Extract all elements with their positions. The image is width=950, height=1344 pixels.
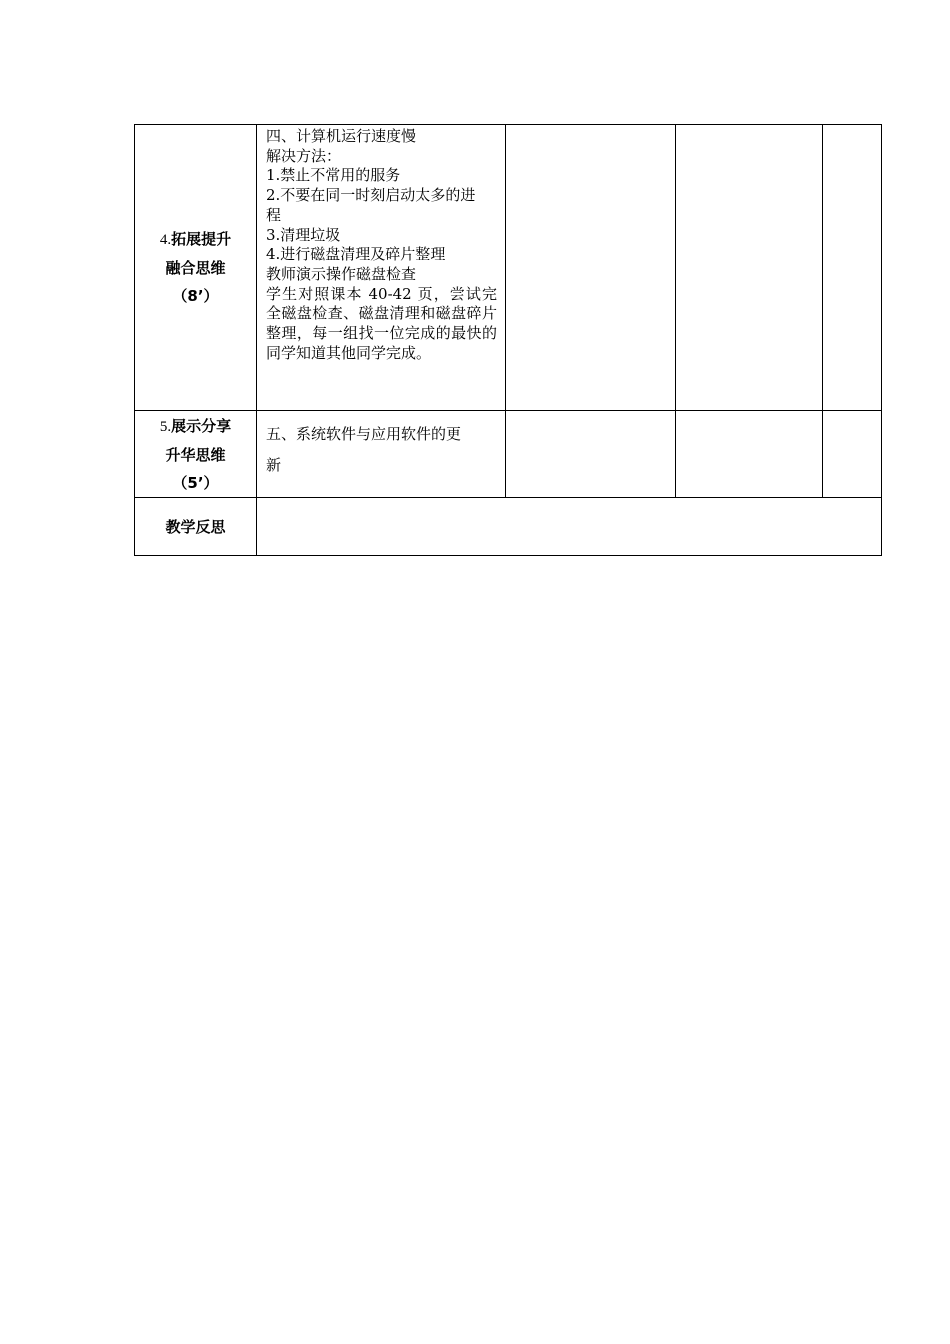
empty-cell [823,411,882,498]
stage-title: 升华思维 [165,445,226,464]
section-heading: 五、系统软件与应用软件的更 [266,425,462,443]
table-row [135,498,882,556]
content-cell [257,125,506,411]
empty-cell [506,411,676,498]
teacher-activity: 教师演示操作磁盘检查 [266,264,417,283]
method-item: 3.清理垃圾 [266,225,341,244]
reflection-value [257,498,882,556]
method-item: 4.进行磁盘清理及碎片整理 [266,245,446,264]
stage-cell [135,411,257,498]
method-label: 解决方法： [266,146,342,165]
stage-number: 4. [159,232,172,248]
student-activity: 学生对照课本 40-42 页，尝试完全磁盘检查、磁盘清理和磁盘碎片整理，每一组找一位完成的最快的同学知道其他同学完成。 [266,284,497,362]
section-heading: 四、计算机运行速度慢 [266,127,417,145]
lesson-plan-table [134,124,882,556]
table-row [135,125,882,411]
stage-time: （8’） [172,287,219,305]
method-item: 程 [266,205,282,224]
empty-cell [823,125,882,411]
empty-cell [506,125,676,411]
method-item: 2.不要在同一时刻启动太多的进 [266,186,476,205]
stage-title: 展示分享 [171,416,232,435]
stage-time: （5’） [172,473,219,492]
stage-title: 融合思维 [165,259,226,277]
stage-cell [135,125,257,411]
content-cell [257,411,506,498]
method-item: 1.禁止不常用的服务 [266,166,401,185]
section-heading: 新 [266,456,282,474]
stage-number: 5. [159,418,172,435]
table-row [135,411,882,498]
stage-title: 拓展提升 [171,230,232,248]
reflection-label: 教学反思 [135,498,257,556]
empty-cell [676,411,823,498]
empty-cell [676,125,823,411]
